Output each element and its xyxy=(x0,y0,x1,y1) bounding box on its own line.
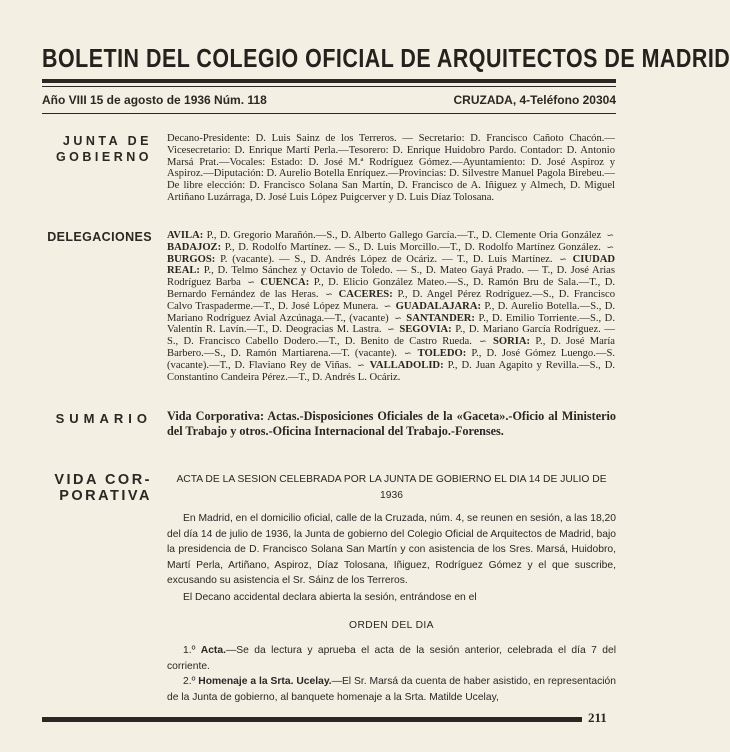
acta-paragraph-2 xyxy=(167,590,616,606)
delegation-members: P., D. José María Barbero.—S., D. Ramón Martiarena.—T. (vacante). xyxy=(167,336,615,359)
delegation-city: VALLADOLID: xyxy=(369,359,444,371)
delegation-city: TOLEDO: xyxy=(417,347,467,359)
agenda-item-1-title: Acta. xyxy=(200,645,226,656)
delegation-city: BURGOS: xyxy=(167,253,216,265)
delegation-city: CACERES: xyxy=(338,288,393,300)
junta-label-line2: GOBIERNO xyxy=(55,150,152,164)
delegation-city: CUENCA: xyxy=(260,277,310,289)
delegation-separator-icon: ∽ xyxy=(387,324,394,335)
sumario-label: SUMARIO xyxy=(55,411,152,426)
delegation-separator-icon: ∽ xyxy=(559,253,566,264)
delegation-separator-icon: ∽ xyxy=(403,347,411,358)
agenda-item-1-text: —Se da lectura y aprueba el acta de la sesión anterior, celebrada el día 7 del corriente. xyxy=(167,645,616,672)
footer-rule xyxy=(42,717,582,722)
orden-del-dia: ORDEN DEL DIA xyxy=(349,620,434,631)
delegation-city: GUADALAJARA: xyxy=(395,300,481,312)
vida-label xyxy=(42,472,152,504)
agenda-item-1 xyxy=(167,643,616,674)
delegation-separator-icon: ∽ xyxy=(606,230,613,240)
delegation-separator-icon: ∽ xyxy=(357,359,364,370)
address-phone: CRUZADA, 4-Teléfono 20304 xyxy=(453,93,616,107)
delegation-entry xyxy=(167,230,601,241)
acta-paragraph-2-text: El Decano accidental declara abierta la sesión, entrándose en el xyxy=(183,592,477,603)
delegation-members: P., D. Juan Agapito y Revilla.—S., D. Constantino Candeira Pérez.—T., D. Andrés L. Ocáriz. xyxy=(167,359,616,383)
agenda-item-2 xyxy=(167,674,616,705)
delegation-separator-icon: ∽ xyxy=(606,241,614,252)
masthead-title: BOLETIN DEL COLEGIO OFICIAL DE ARQUITECTOS DE MADRID xyxy=(42,45,730,73)
delegation-members: P., D. Gregorio Marañón.—S., D. Alberto Gallego García.—T., D. Clemente Oria González xyxy=(206,230,602,241)
delegation-city: SORIA: xyxy=(492,336,531,348)
agenda-item-2-title: Homenaje a la Srta. Ucelay. xyxy=(198,676,332,687)
vida-label-line2: PORATIVA xyxy=(59,488,152,504)
delegation-entry xyxy=(167,242,601,253)
delegation-members: P., D. Mariano García Rodríguez. — S., D. Francisco Cabello Dodero.—T., D. Benito de Castro Rueda. xyxy=(167,324,616,348)
page-number: 211 xyxy=(588,710,607,725)
delegation-entry xyxy=(167,254,553,265)
delegaciones-text xyxy=(167,230,615,383)
acta-title: ACTA DE LA SESION CELEBRADA POR LA JUNTA DE GOBIERNO EL DIA 14 DE JULIO DE 1936 xyxy=(176,474,607,501)
delegation-members: P., D. Angel Pérez Rodríguez.—S., D. Francisco Calvo Traspaderme.—T., D. José López Munera. xyxy=(167,288,616,312)
delegation-separator-icon: ∽ xyxy=(383,300,391,311)
issue-rule xyxy=(42,113,616,114)
agenda-item-1-num: 1.º xyxy=(183,645,196,656)
delegation-city: SANTANDER: xyxy=(406,312,475,324)
delegation-members: P., D. José Gómez Luengo.—S. (vacante).—T., D. Flaviano Rey de Viñas. xyxy=(167,347,615,371)
masthead-rule-thick xyxy=(42,79,616,83)
delegation-members: P. (vacante). — S., D. Andrés López de Ocáriz. — T., D. Luis Martínez. xyxy=(220,253,553,265)
delegation-members: P., D. Elicio González Mateo.—S., D. Ramón Bru de Sala.—T., D. Bernardo Fernández de las Heras. xyxy=(167,277,615,300)
masthead-rule-thin xyxy=(42,86,616,87)
issue-line xyxy=(42,93,616,109)
sumario-text: Vida Corporativa: Actas.-Disposiciones Oficiales de la «Gaceta».-Oficio al Ministerio del Trabajo y otros.-Oficina Internacional del Trabajo.-Forenses. xyxy=(167,409,616,438)
delegation-separator-icon: ∽ xyxy=(479,336,486,347)
junta-label-line1: JUNTA DE xyxy=(62,134,152,148)
delegation-separator-icon: ∽ xyxy=(247,277,254,288)
delegation-members: P., D. Aurelio Botella.—S., D. Mariano Rodríguez Avial Azcúnaga.—T., (vacante) xyxy=(167,300,616,324)
delegation-separator-icon: ∽ xyxy=(325,288,332,299)
delegation-city: AVILA: xyxy=(167,230,204,241)
delegation-members: P., D. Rodolfo Martínez. — S., D. Luis Morcillo.—T., D. Rodolfo Martínez González. xyxy=(224,241,601,253)
agenda-item-2-text: —El Sr. Marsá da cuenta de haber asistido, en representación de la Junta de gobierno, al banquete homenaje a la Srta. Matilde Ucelay, xyxy=(167,676,616,703)
acta-paragraph-1-text: En Madrid, en el domicilio oficial, calle de la Cruzada, núm. 4, se reunen en sesión, a las 18,20 del día 14 de julio de 1936, la Junta de gobierno del Colegio Oficial de Arquitectos de Madrid, bajo la presidencia de D. Francisco Solana San Martín y con asistencia de los Sres. Marsá, Huidobro, Martí Perla, Artiñano, Aspiroz, Díaz Tolosana, Iñiguez, Rodríguez Gómez y el que suscribe, excusando su asistencia el Sr. Sáinz de los Terreros. xyxy=(167,513,616,587)
delegation-city: CIUDAD REAL: xyxy=(167,253,616,277)
delegation-separator-icon: ∽ xyxy=(394,312,401,323)
junta-label xyxy=(42,133,152,165)
delegation-city: SEGOVIA: xyxy=(399,324,452,336)
delegaciones-label: DELEGACIONES xyxy=(47,230,152,244)
delegation-members: P., D. Telmo Sánchez y Octavio de Toledo. — S., D. Mateo Gayá Prado. — T., D. José Arias Rodríguez Barba xyxy=(167,265,616,289)
agenda-item-2-num: 2.º xyxy=(183,676,196,687)
acta-paragraph-1 xyxy=(167,511,616,589)
delegation-members: P., D. Emilio Torriente.—S., D. Valentín R. Lavín.—T., D. Deogracias M. Lastra. xyxy=(167,312,615,336)
vida-label-line1: VIDA COR- xyxy=(54,472,152,488)
junta-text: Decano-Presidente: D. Luis Sainz de los Terreros. — Secretario: D. Francisco Cañoto Chacón.—Vicesecretario: D. Enrique Martí Perla.—Tesorero: D. Enrique Huidobro Pardo. Contador: D. Antonio Marsá Prat.—Vocales: Estado: D. José M.ª Rodríguez Gómez.—Ayuntamiento: D. José Aspiroz y Aspiroz.—Diputación: D. Aurelio Botella Enríquez.—Provincias: D. Silvestre Manuel Pagola Birebeu.—De libre elección: D. Francisco Solana San Martín, D. Francisco de A. Iñiguez y Almech, D. Miguel Artiñano Luzárraga, D. José Luis López Puigcerver y D. Luis Díaz Tolosana. xyxy=(167,133,615,203)
delegation-city: BADAJOZ: xyxy=(167,241,222,253)
issue-info: Año VIII 15 de agosto de 1936 Núm. 118 xyxy=(42,93,267,107)
